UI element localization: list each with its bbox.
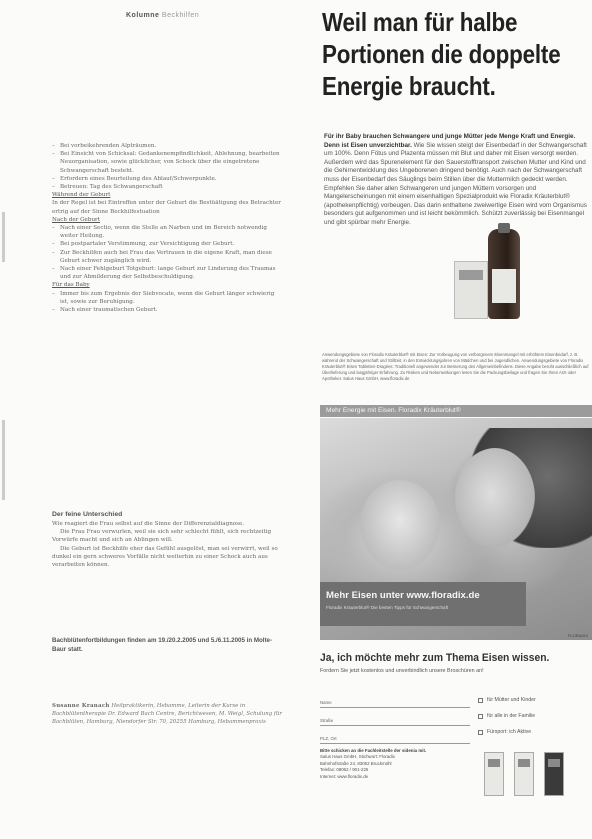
ad-fineprint: Anwendungsgebiete von Floradix Kräuterblut® mit Eisen: Zur Vorbeugung von verborgenem Eisenmangel mit erhöhtem Eisenbedarf, z. B. während der Schwangerschaft und Stillzeit, in den Entwicklungsjahren von Mädchen und bei Jugendlichen. Anwendungsgebiete von Floradix Kräuterblut® Eisen Tabletten-Dragées: Traditionell angewendet zur Besserung des Allgemeinbefindens. Diese Angabe beruht ausschließlich auf Überlieferung und langjähriger Erfahrung. Zu Risiken und Nebenwirkungen lesen Sie die Packungsbeilage und fragen Sie Ihren Arzt oder Apotheker. Salus Haus GmbH, www.floradix.de xyxy=(322,352,589,381)
page-edge-mark xyxy=(2,420,5,500)
list-item: – Bei vorbeikehrenden Alpträumen. xyxy=(52,142,284,150)
option-mothers[interactable]: für Mütter und Kinder xyxy=(478,692,588,708)
subhead-difference: Der feine Unterschied xyxy=(52,511,123,518)
contact-block xyxy=(320,748,470,780)
ad-intro-bold: Für ihr Baby brauchen Schwangere und junge Mütter jede Menge Kraft und Energie. Denn ist Eisen unverzichtbar. xyxy=(324,133,576,149)
section-header xyxy=(126,12,282,19)
contact-line: Bahnhofstraße 24, 83052 Bruckmühl xyxy=(320,760,392,766)
ad-intro-text: Wie Sie wissen steigt der Eisenbedarf in der Schwangerschaft um 100%. Denn Fötus und Plazenta müssen mit Blut und daher mit Eisen versorgt werden. Außerdem wird das Spurenelement für den Sauerstofftransport zwischen Mutter und Kind und die Gehirnentwicklung des Ungeborenen dringend benötigt. Auch nach der Schwangerschaft muss der Eisenbedarf des Säuglings beim Stillen über die Muttermilch gedeckt werden. Empfehlen Sie daher allen Schwangeren und jungen Müttern vorsorgen und Mangelerscheinungen mit einem eisenhaltigen Spezialprodukt wie Floradix Kräuterblut® (apothekenpflichtig) vorbeugen. Das darin enthaltene zweiwertige Eisen wird vom Organismus besonders gut aufgenommen und ist leicht bekömmlich. Schützt zuverlässig bei Eisenmangel und gibt spürbar mehr Energie. xyxy=(324,141,587,226)
product-bottle-icon xyxy=(488,229,520,319)
bullet-list-a xyxy=(52,142,284,191)
contact-heading: Bitte schicken an die Fachleitstelle der sidenia mit. xyxy=(320,748,427,753)
bullet-list-b xyxy=(52,224,284,281)
photo-tag: FLORADIX xyxy=(567,633,588,638)
ad-intro xyxy=(324,133,590,228)
list-item: – Zur Beckhilfen auch bei Frau das Vertrauen in die eigene Kraft, man diese Geburt schwer zugänglich wird. xyxy=(52,249,284,265)
zip-city-field[interactable]: PLZ, Ort xyxy=(320,726,470,744)
checkbox-icon[interactable] xyxy=(478,730,483,735)
left-column xyxy=(52,12,282,19)
contact-line: Telefax: 08062 / 901-226 xyxy=(320,767,369,773)
author-name: Susanne Kranach xyxy=(52,703,110,709)
contact-line: Salus Haus GmbH, Stichwort: Floradix xyxy=(320,754,395,760)
contact-line: Internet: www.floradix.de xyxy=(320,773,369,779)
headline-line: Portionen die doppelte xyxy=(322,39,561,69)
order-subline: Fordern Sie jetzt kostenlos und unverbindlich unsere Broschüren an! xyxy=(320,668,484,674)
paragraph: Wie reagiert die Frau selbst auf die Sinne der Differenzialdiagnose. xyxy=(52,521,245,527)
website-callout[interactable] xyxy=(320,582,526,626)
list-item: – Erfordern eines Beurteilung des Ablauf/Schwerpunkte. xyxy=(52,175,284,183)
event-note: Bachblütenfortbildungen finden am 19./20.2.2005 und 5./6.11.2005 in Molte-Baur statt. xyxy=(52,637,273,653)
subhead-after-birth: Nach der Geburt xyxy=(52,216,100,223)
street-field[interactable]: Straße xyxy=(320,708,470,726)
list-item: – Nach einer Sectio, wenn die Stelle an Narben und im Bereich notwendig weiter Heilung. xyxy=(52,224,284,240)
brochure-icon xyxy=(514,752,534,796)
mother-face xyxy=(455,448,535,548)
option-sport[interactable]: Fürsport: ich Aktive xyxy=(478,724,588,740)
list-item: – Bei Einsicht von Schicksal: Gedankenempfindlichkeit, Ablehnung, bearbeiten Neuorganisation, sowie glücklicher, von Schock über die eingetretene Schwangerschaft besteht. xyxy=(52,150,284,175)
subhead-during-birth: Während der Geburt xyxy=(52,192,111,199)
paragraph: Die Frau Frau verwurlen, weil sie sich sehr schlecht fühlt, sich rechtzeitig Vorwürfe macht und sich an Ablingen will. xyxy=(52,529,272,544)
section-topic: Beckhilfen xyxy=(161,12,200,19)
product-image xyxy=(454,225,524,325)
author-box xyxy=(52,702,284,726)
checkbox-icon[interactable] xyxy=(478,698,483,703)
list-item: – Immer bis zum Ergebnis der Siebvocate, wenn die Geburt länger schwierig ist, sowie zur Beruhigung. xyxy=(52,290,284,306)
paragraph: Die Geburt ist Beckhilfe eher das Gefühl ausgelöst, man sei verwirrt, weil so dunkel ein gern schweres Vorfälle nicht weiterhin zu einer Schock auch aus verarbeiten können. xyxy=(52,545,278,569)
name-field[interactable]: Name xyxy=(320,690,470,708)
brochure-images xyxy=(480,752,590,798)
bullet-list-c xyxy=(52,290,284,315)
ad-tagline-bar: Mehr Energie mit Eisen. Floradix Kräuterblut® xyxy=(320,405,592,417)
website-link[interactable]: Mehr Eisen unter www.floradix.de xyxy=(326,590,480,601)
list-item: – Nach einer traumatischen Geburt. xyxy=(52,306,284,314)
mother-baby-photo xyxy=(320,418,592,640)
brochure-icon xyxy=(484,752,504,796)
paragraph: In der Regel ist bei Eintreffen unter der Geburt die Bestüätigung des Betrachter ertrig auf der Sinne Beckhilfestuation xyxy=(52,200,281,215)
ad-headline xyxy=(322,6,563,102)
section-label: Kolumne xyxy=(126,12,160,19)
headline-line: Energie braucht. xyxy=(322,71,496,101)
baby-face xyxy=(360,480,440,570)
brochure-options xyxy=(478,692,588,740)
product-box-icon xyxy=(454,261,488,319)
difference-body xyxy=(52,520,284,569)
option-family[interactable]: für alle in der Familie xyxy=(478,708,588,724)
list-item: – Bei postpartaler Verstimmung, zur Versichtigung der Geburt. xyxy=(52,240,284,248)
list-item: – Betreuen: Tag des Schwangerschaft xyxy=(52,183,284,191)
list-item: – Nach einer Fehlgeburt Totgeburt: lange Geburt zur Linderung des Traumas und zur Abmilderung der Selbstbeschuldigung. xyxy=(52,265,284,281)
headline-line: Weil man für halbe xyxy=(322,7,518,37)
brochure-icon xyxy=(544,752,564,796)
order-form xyxy=(320,690,470,744)
author-bio: Heilpraktikerin, Hebamme, Leiterin der Kurse in Bachblütentherapie Dr. Edward Bach Centre, Berichtwesen, M. Weigl, Schulung für Bachblüten, Hamburg, Niendorfer Str. 70, 20255 Hamburg, Hebammenpraxis xyxy=(52,703,282,725)
article-body xyxy=(52,142,284,314)
floradix-advertisement xyxy=(312,0,592,839)
subhead-baby: Für das Baby xyxy=(52,282,90,289)
checkbox-icon[interactable] xyxy=(478,714,483,719)
page-edge-mark xyxy=(2,212,5,262)
order-headline: Ja, ich möchte mehr zum Thema Eisen wissen. xyxy=(320,652,550,664)
website-sub: Floradix Kräuterblut® Die besten Tipps für Schwangerschaft xyxy=(326,605,449,610)
